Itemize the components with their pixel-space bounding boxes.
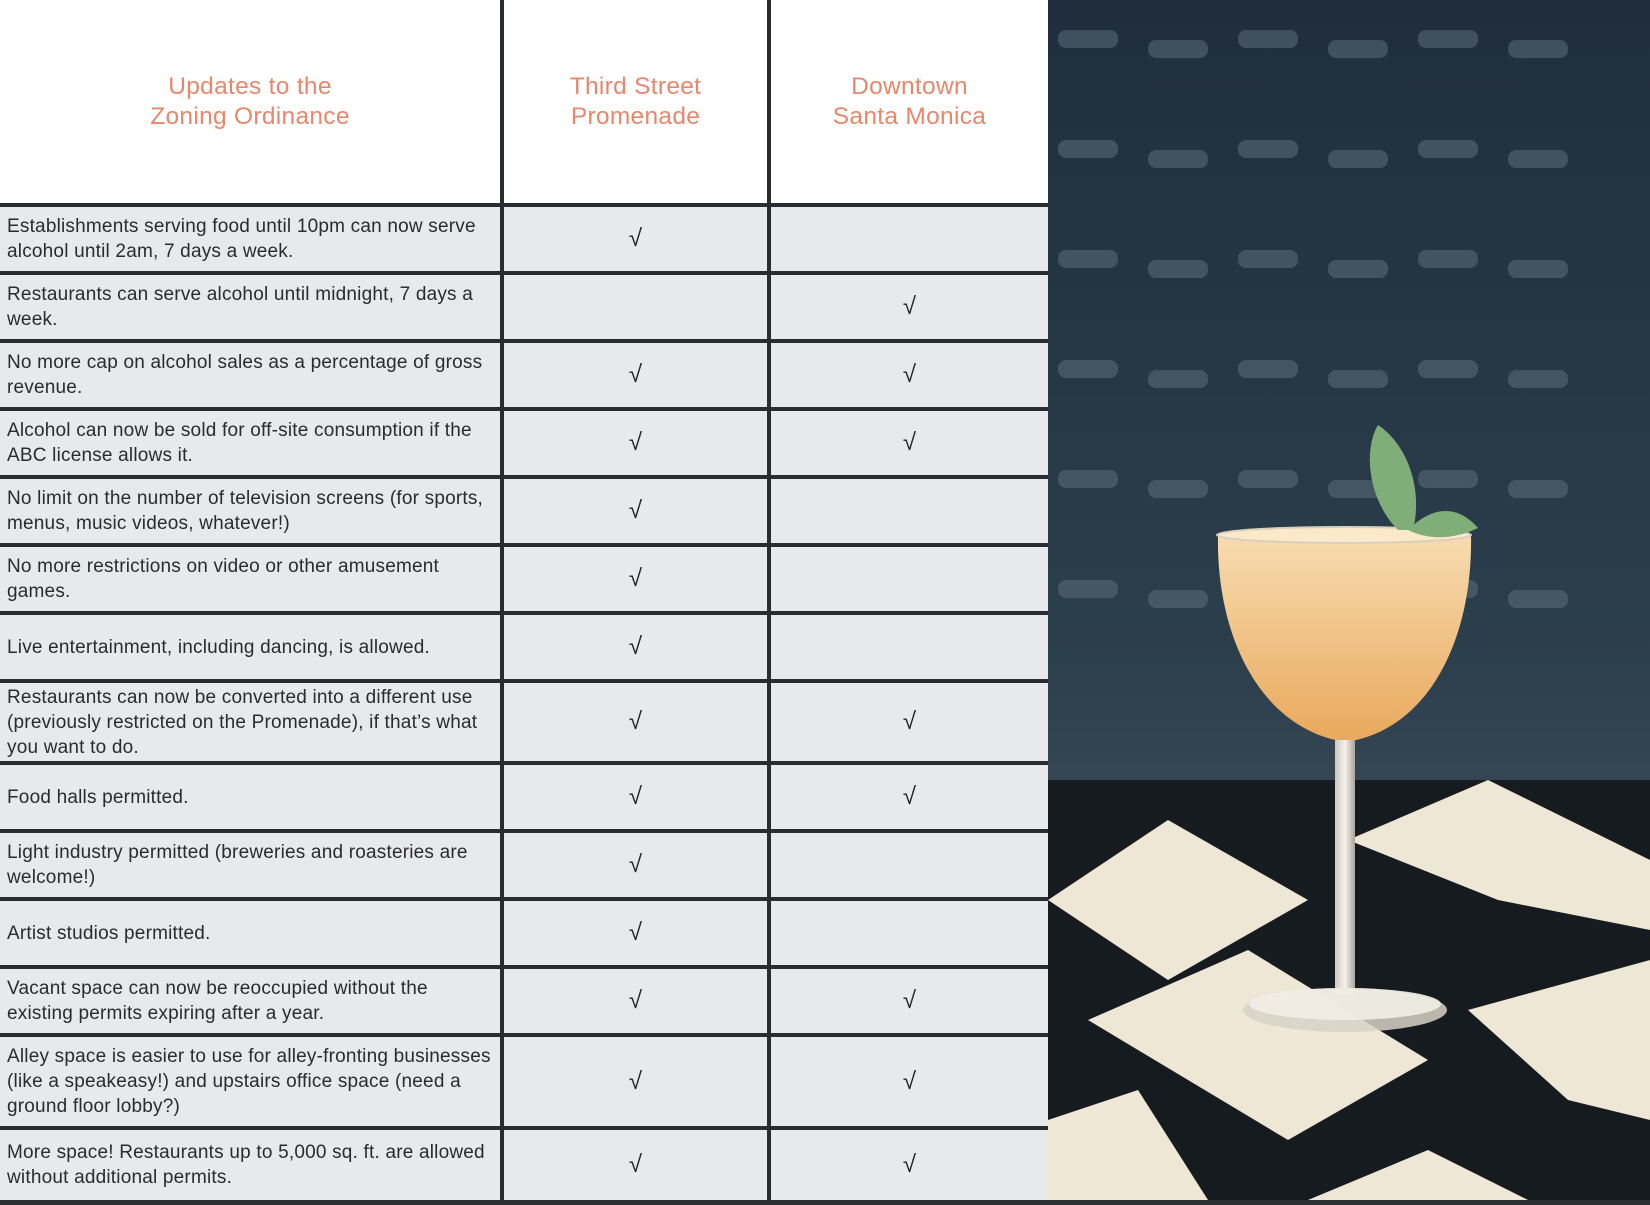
downtown-check-cell [771,411,1048,475]
table-row [0,547,1048,611]
promenade-check-cell [504,343,767,407]
downtown-check-cell [771,1037,1048,1126]
downtown-check-cell [771,901,1048,965]
promenade-check-cell [504,207,767,271]
check-mark-icon: √ [628,851,643,878]
row-description: Alley space is easier to use for alley-fronting businesses (like a speakeasy!) and upstairs office space (need a ground floor lobby?) [0,1037,500,1126]
downtown-check-cell [771,207,1048,271]
table-row [0,683,1048,761]
check-mark-icon: √ [628,783,643,810]
downtown-check-cell [771,343,1048,407]
check-mark-icon: √ [628,633,643,660]
check-mark-icon: √ [628,1151,643,1178]
promenade-check-cell [504,479,767,543]
promenade-check-cell [504,547,767,611]
check-mark-icon: √ [902,293,917,320]
table-row [0,343,1048,407]
check-mark-icon: √ [628,565,643,592]
downtown-check-cell [771,479,1048,543]
row-description: More space! Restaurants up to 5,000 sq. ft. are allowed without additional permits. [0,1130,500,1200]
promenade-check-cell [504,901,767,965]
downtown-check-cell [771,969,1048,1033]
promenade-check-cell [504,615,767,679]
check-mark-icon: √ [628,1067,643,1095]
check-mark-icon: √ [628,361,643,388]
check-mark-icon: √ [628,225,643,252]
check-mark-icon: √ [628,429,643,456]
row-description: Artist studios permitted. [0,901,500,965]
table-header [0,0,1048,203]
check-mark-icon: √ [628,708,643,735]
check-mark-icon: √ [902,987,917,1014]
cocktail-glass-icon [1048,0,1650,1200]
table-row [0,275,1048,339]
row-description: Alcohol can now be sold for off-site consumption if the ABC license allows it. [0,411,500,475]
check-mark-icon: √ [902,1151,917,1178]
row-description: No more restrictions on video or other amusement games. [0,547,500,611]
promenade-check-cell [504,1130,767,1200]
table-row [0,1037,1048,1126]
table-row [0,901,1048,965]
table-row [0,833,1048,897]
downtown-check-cell [771,615,1048,679]
table-row [0,765,1048,829]
header-third-street-promenade: Third Street Promenade [504,0,767,203]
promenade-check-cell [504,833,767,897]
downtown-check-cell [771,683,1048,761]
check-mark-icon: √ [902,429,917,456]
row-description: Restaurants can serve alcohol until midnight, 7 days a week. [0,275,500,339]
check-mark-icon: √ [902,1067,917,1095]
promenade-check-cell [504,411,767,475]
downtown-check-cell [771,275,1048,339]
table-row [0,1130,1048,1200]
table-row [0,479,1048,543]
row-description: Vacant space can now be reoccupied without the existing permits expiring after a year. [0,969,500,1033]
promenade-check-cell [504,765,767,829]
promenade-check-cell [504,969,767,1033]
table-row [0,411,1048,475]
check-mark-icon: √ [902,361,917,388]
check-mark-icon: √ [628,987,643,1014]
row-description: Establishments serving food until 10pm can now serve alcohol until 2am, 7 days a week. [0,207,500,271]
downtown-check-cell [771,547,1048,611]
header-downtown-santa-monica: Downtown Santa Monica [771,0,1048,203]
row-description: Light industry permitted (breweries and roasteries are welcome!) [0,833,500,897]
check-mark-icon: √ [628,497,643,524]
check-mark-icon: √ [902,708,917,735]
downtown-check-cell [771,765,1048,829]
table-row [0,969,1048,1033]
promenade-check-cell [504,275,767,339]
check-mark-icon: √ [628,919,643,946]
downtown-check-cell [771,833,1048,897]
promenade-check-cell [504,1037,767,1126]
table-row [0,207,1048,271]
row-description: No more cap on alcohol sales as a percentage of gross revenue. [0,343,500,407]
row-description: Food halls permitted. [0,765,500,829]
downtown-check-cell [771,1130,1048,1200]
header-updates: Updates to the Zoning Ordinance [0,0,500,203]
check-mark-icon: √ [902,783,917,810]
cocktail-photo [1048,0,1650,1200]
table-row [0,615,1048,679]
row-description: Live entertainment, including dancing, is allowed. [0,615,500,679]
promenade-check-cell [504,683,767,761]
row-description: No limit on the number of television screens (for sports, menus, music videos, whatever!) [0,479,500,543]
row-description: Restaurants can now be converted into a different use (previously restricted on the Promenade), if that’s what you want to do. [0,683,500,761]
